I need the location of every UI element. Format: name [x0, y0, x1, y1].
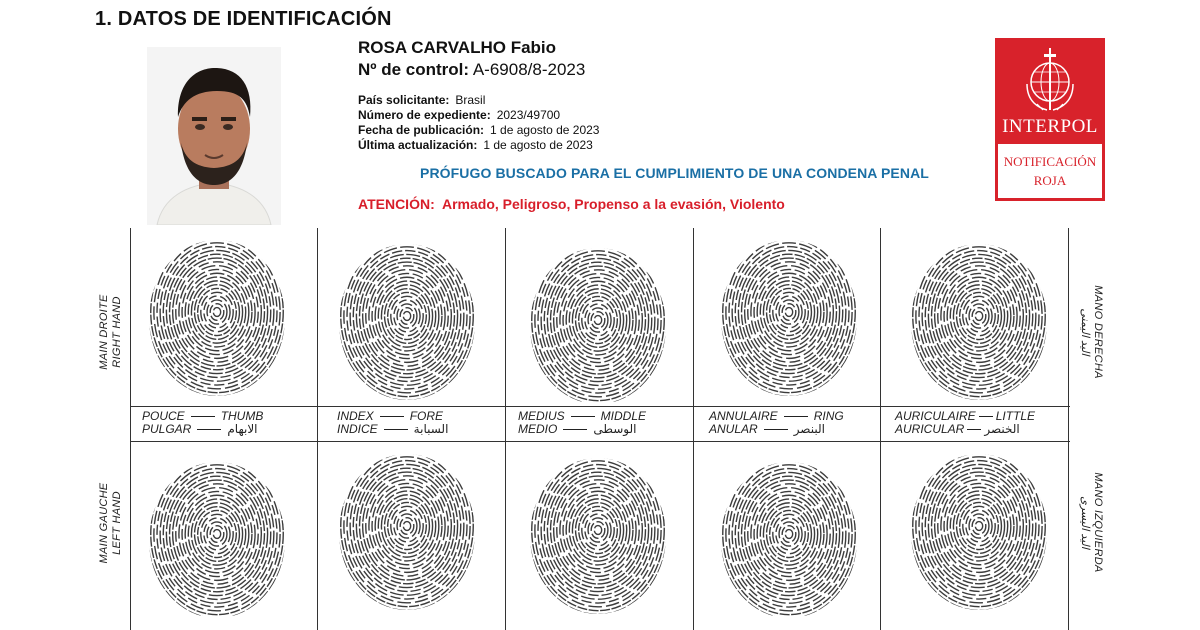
person-name: ROSA CARVALHO Fabio — [358, 38, 557, 57]
finger-name-en: LITTLE — [995, 409, 1036, 423]
fingerprint-left-middle — [512, 446, 686, 616]
finger-name-en: MIDDLE — [600, 409, 647, 423]
finger-name-ar: الابهام — [227, 422, 258, 436]
finger-name-fr: POUCE — [142, 409, 185, 423]
fingerprint-right-ring — [700, 232, 874, 402]
warning-line — [358, 196, 785, 212]
control-value: A-6908/8-2023 — [472, 60, 586, 79]
finger-name-en: THUMB — [220, 409, 264, 423]
fingerprint-right-index — [324, 232, 498, 402]
field-value: 1 de agosto de 2023 — [490, 123, 600, 137]
finger-name-ar: البنصر — [793, 422, 825, 436]
finger-label-middle — [518, 410, 698, 436]
finger-name-es: AURICULAR — [895, 422, 965, 436]
left-hand-label-left — [98, 478, 124, 568]
field-requesting-country — [358, 93, 599, 108]
fingerprint-left-thumb — [137, 446, 311, 616]
warning-text: Armado, Peligroso, Propenso a la evasión, Violento — [442, 196, 785, 212]
finger-name-es: PULGAR — [142, 422, 192, 436]
fingerprint-right-thumb — [137, 232, 311, 402]
globe-sword-emblem-icon — [1017, 44, 1083, 114]
finger-name-es: ANULAR — [709, 422, 758, 436]
field-publication-date — [358, 123, 599, 138]
field-label: Número de expediente: — [358, 108, 491, 122]
finger-name-fr: AURICULAIRE — [895, 409, 976, 423]
suspect-photo — [147, 47, 281, 225]
label-line: RIGHT HAND — [111, 296, 123, 368]
finger-name-es: INDICE — [337, 422, 378, 436]
field-value: 2023/49700 — [496, 108, 561, 122]
label-line: MAIN DROITE — [98, 294, 110, 370]
left-hand-label-right — [1078, 460, 1104, 585]
row-divider — [130, 441, 1070, 442]
label-line: MANO IZQUIERDA — [1092, 472, 1104, 573]
label-line: MANO DERECHA — [1092, 285, 1104, 379]
finger-label-little — [895, 410, 1075, 436]
finger-name-ar: الخنصر — [984, 422, 1020, 436]
interpol-wordmark: INTERPOL — [1002, 116, 1098, 137]
finger-name-ar: السبابة — [413, 422, 449, 436]
field-label: Fecha de publicación: — [358, 123, 485, 137]
red-notice-label — [998, 144, 1102, 198]
field-last-update — [358, 138, 599, 153]
field-label: Última actualización: — [358, 138, 478, 152]
warning-label: ATENCIÓN: — [358, 196, 435, 212]
row-divider — [130, 406, 1070, 407]
control-number — [358, 60, 585, 80]
notice-line-1: NOTIFICACIÓN — [1003, 154, 1097, 169]
finger-name-fr: ANNULAIRE — [709, 409, 778, 423]
label-line: LEFT HAND — [111, 491, 123, 555]
finger-name-en: FORE — [409, 409, 444, 423]
label-line: اليد اليمنى — [1079, 308, 1091, 356]
notice-line-2: ROJA — [1033, 173, 1067, 188]
finger-label-thumb — [142, 410, 322, 436]
finger-label-ring — [709, 410, 889, 436]
finger-name-fr: MEDIUS — [518, 409, 565, 423]
fingerprint-left-little — [887, 446, 1061, 616]
finger-name-en: RING — [813, 409, 844, 423]
label-line: اليد اليسرى — [1079, 496, 1091, 549]
fingerprint-right-middle — [512, 232, 686, 402]
fingerprint-left-index — [324, 446, 498, 616]
right-hand-label-left — [98, 287, 124, 377]
case-details — [358, 93, 599, 153]
interpol-logo — [995, 38, 1105, 201]
fingerprint-right-little — [887, 232, 1061, 402]
wanted-status: PRÓFUGO BUSCADO PARA EL CUMPLIMIENTO DE UNA CONDENA PENAL — [420, 165, 929, 181]
field-file-number — [358, 108, 599, 123]
finger-name-fr: INDEX — [337, 409, 374, 423]
finger-name-es: MEDIO — [518, 422, 558, 436]
label-line: MAIN GAUCHE — [98, 482, 110, 564]
control-label: Nº de control: — [358, 60, 470, 79]
card-border — [130, 228, 131, 630]
section-title: 1. DATOS DE IDENTIFICACIÓN — [95, 8, 392, 30]
finger-label-index — [337, 410, 517, 436]
field-value: Brasil — [455, 93, 486, 107]
fingerprint-left-ring — [700, 446, 874, 616]
finger-name-ar: الوسطى — [593, 422, 637, 436]
field-value: 1 de agosto de 2023 — [483, 138, 593, 152]
right-hand-label-right — [1078, 277, 1104, 387]
field-label: País solicitante: — [358, 93, 450, 107]
